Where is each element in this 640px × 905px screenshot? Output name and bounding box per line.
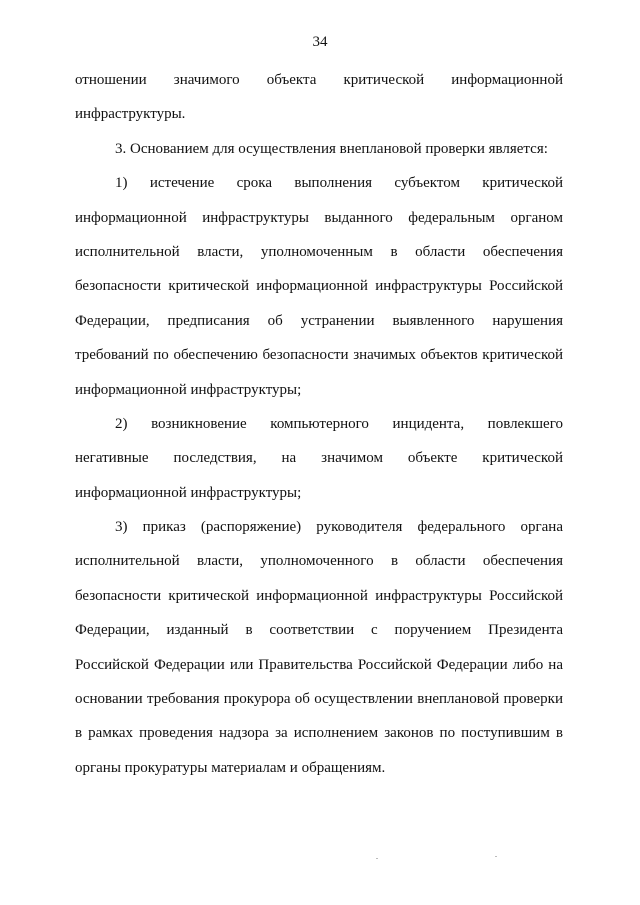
paragraph-subitem-2: [75, 414, 563, 517]
text-line: основании требования прокурора об осуществлении внеплановой проверки: [75, 691, 563, 708]
document-body: [75, 70, 563, 792]
paragraph-subitem-3: [75, 517, 563, 792]
text-line: инфраструктуры.: [75, 106, 186, 123]
text-line: 1) истечение срока выполнения субъектом критической: [115, 175, 563, 192]
text-line: 3) приказ (распоряжение) руководителя федерального органа: [115, 519, 563, 536]
text-line: исполнительной власти, уполномоченным в области обеспечения: [75, 243, 563, 260]
text-line: Федерации, предписания об устранении выявленного нарушения: [75, 312, 563, 329]
text-line: информационной инфраструктуры;: [75, 381, 302, 398]
scan-speck: [376, 858, 378, 859]
paragraph-subitem-1: [75, 173, 563, 414]
text-line: информационной инфраструктуры выданного федеральным органом: [75, 209, 563, 226]
text-line: Российской Федерации или Правительства Российской Федерации либо на: [75, 656, 563, 673]
text-line: исполнительной власти, уполномоченного в области обеспечения: [75, 553, 563, 570]
text-line: негативные последствия, на значимом объекте критической: [75, 450, 563, 467]
text-line: безопасности критической информационной инфраструктуры Российской: [75, 278, 563, 295]
text-line: Федерации, изданный в соответствии с поручением Президента: [75, 622, 563, 639]
paragraph-continuation: [75, 70, 563, 139]
text-line: 2) возникновение компьютерного инцидента, повлекшего: [115, 415, 563, 432]
text-line: 3. Основанием для осуществления внеплановой проверки является:: [115, 140, 548, 157]
text-line: отношении значимого объекта критической информационной: [75, 72, 563, 88]
paragraph-item-3: [75, 139, 563, 173]
text-line: безопасности критической информационной инфраструктуры Российской: [75, 587, 563, 604]
page-number: 34: [312, 34, 328, 50]
text-line: информационной инфраструктуры;: [75, 484, 302, 501]
text-line: требований по обеспечению безопасности значимых объектов критической: [75, 347, 563, 364]
text-line: органы прокуратуры материалам и обращениям.: [75, 759, 386, 776]
text-line: в рамках проведения надзора за исполнением законов по поступившим в: [75, 725, 563, 742]
scan-speck: [495, 856, 497, 857]
